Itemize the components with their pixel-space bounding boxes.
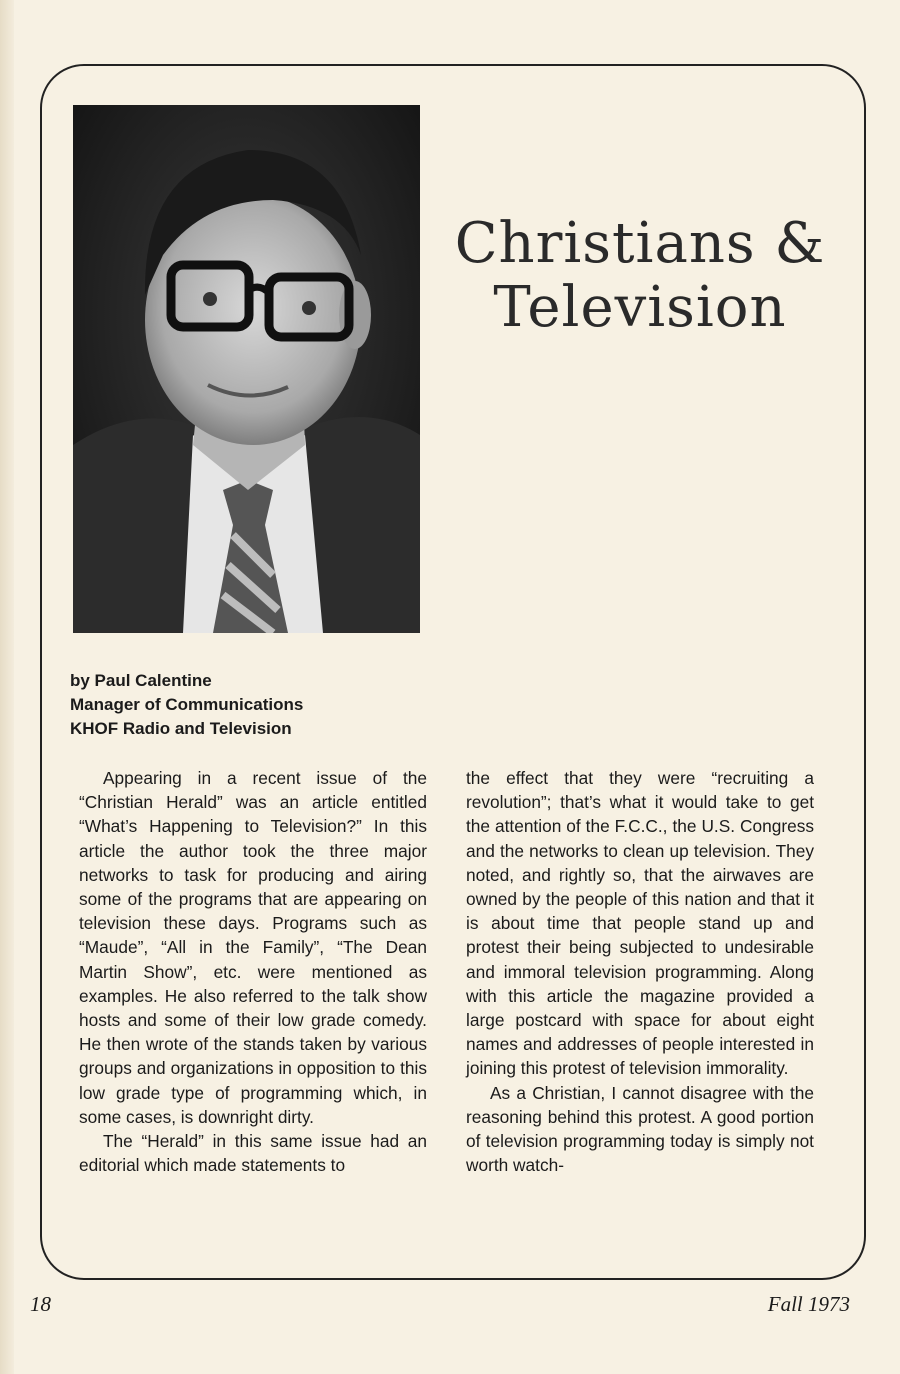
article-paragraph: As a Christian, I cannot disagree with the reasoning behind this protest. A good portion of television programming today is simply not worth watch- (466, 1082, 814, 1176)
byline (70, 669, 430, 741)
article-column-left (79, 766, 427, 1177)
page-binding-edge (0, 0, 14, 1374)
byline-organization: KHOF Radio and Television (70, 719, 292, 738)
page-number: 18 (30, 1292, 51, 1316)
byline-author: by Paul Calentine (70, 671, 212, 690)
author-portrait-photo (73, 105, 420, 633)
issue-label: Fall 1973 (767, 1292, 850, 1316)
article-column-right (466, 766, 814, 1177)
title-line-1: Christians & (454, 211, 826, 276)
title-line-2: Television (493, 275, 787, 340)
article-paragraph-continued: the effect that they were “recruiting a revolution”; that’s what it would take to get the attention of the F.C.C., the U.S. Congress and the networks to clean up television. They noted, and rightly so, that the airwaves are owned by the people of this nation and that it is about time that people stand up and protest their being subjected to undesirable and immoral television programming. Along with this article the magazine provided a large postcard with space for about eight names and addresses of people interested in joining this protest of television immorality. (466, 768, 814, 1079)
article-paragraph: The “Herald” in this same issue had an editorial which made statements to (79, 1131, 427, 1176)
byline-role: Manager of Communications (70, 695, 304, 714)
article-paragraph: Appearing in a recent issue of the “Christian Herald” was an article entitled “What’s Happening to Television?” In this article the author took the three major networks to task for producing and airing some of the programs that are appearing on television these days. Programs such as “Maude”, “All in the Family”, “The Dean Martin Show”, etc. were mentioned as examples. He also referred to the talk show hosts and some of their low grade comedy. He then wrote of the stands taken by various groups and organizations in opposition to this low grade type of programming which, in some cases, is downright dirty. (79, 768, 427, 1127)
article-title (430, 212, 850, 340)
